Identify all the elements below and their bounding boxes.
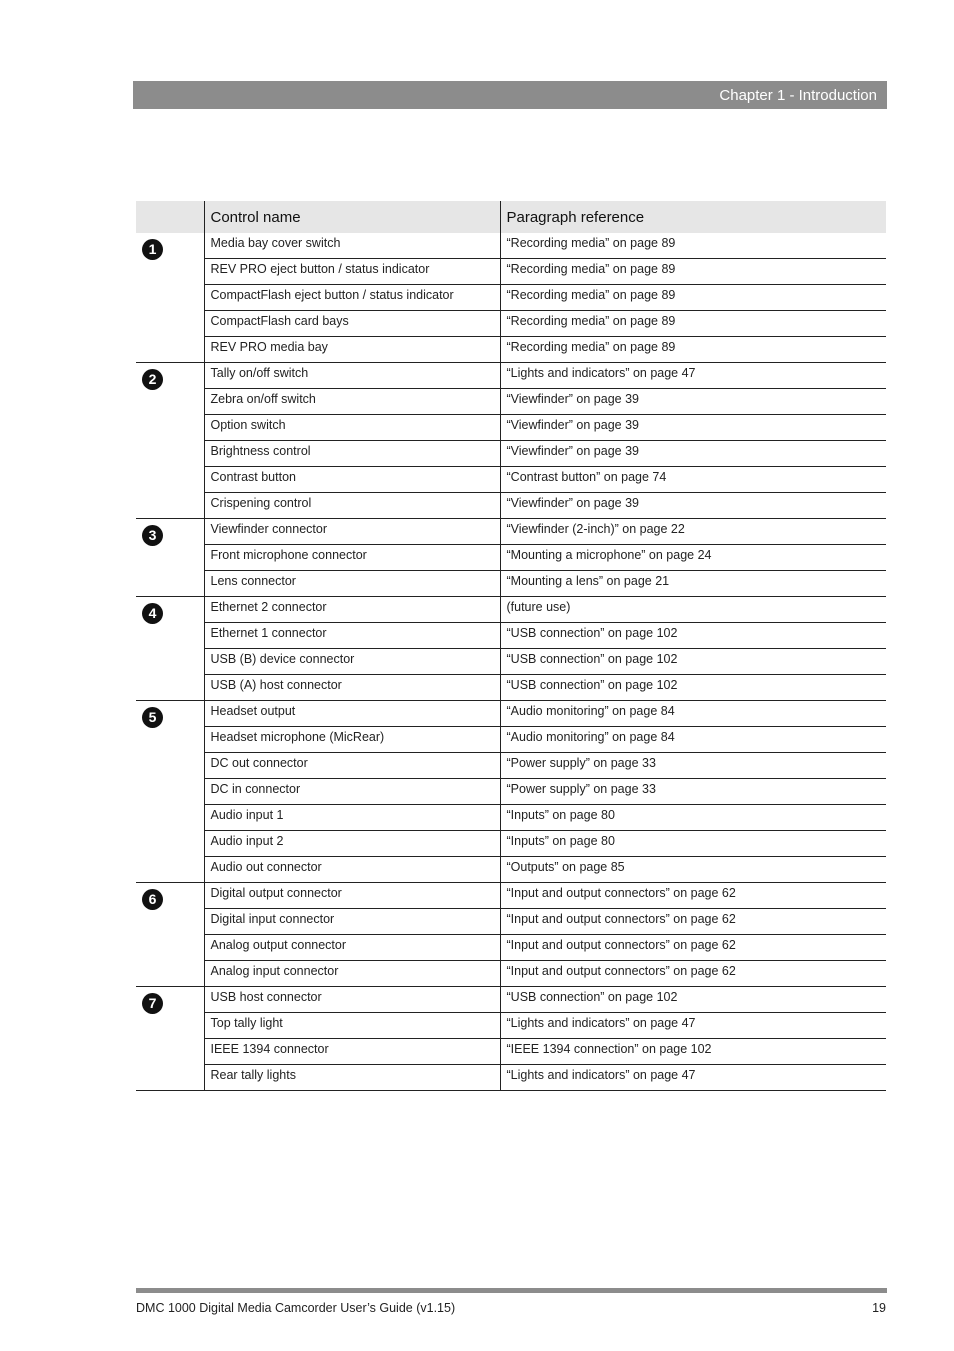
- control-name-cell: USB host connector: [204, 987, 500, 1013]
- header-number: [136, 201, 204, 233]
- group-number-badge: 6: [142, 889, 163, 910]
- table-row: [136, 805, 886, 831]
- control-name-cell: Crispening control: [204, 493, 500, 519]
- table-row: [136, 519, 886, 545]
- control-name-cell: Contrast button: [204, 467, 500, 493]
- paragraph-reference-cell: “Lights and indicators” on page 47: [500, 363, 886, 389]
- paragraph-reference-cell: “Mounting a microphone” on page 24: [500, 545, 886, 571]
- group-number-badge: 2: [142, 369, 163, 390]
- group-number-cell: [136, 519, 204, 597]
- table-row: [136, 311, 886, 337]
- table-row: [136, 883, 886, 909]
- table-row: [136, 233, 886, 259]
- paragraph-reference-cell: “Viewfinder” on page 39: [500, 415, 886, 441]
- control-name-cell: REV PRO eject button / status indicator: [204, 259, 500, 285]
- control-name-cell: Front microphone connector: [204, 545, 500, 571]
- paragraph-reference-cell: “Recording media” on page 89: [500, 285, 886, 311]
- table-row: [136, 909, 886, 935]
- control-name-cell: Option switch: [204, 415, 500, 441]
- control-name-cell: Media bay cover switch: [204, 233, 500, 259]
- group-number-badge: 5: [142, 707, 163, 728]
- group-number-cell: [136, 363, 204, 519]
- control-name-cell: Top tally light: [204, 1013, 500, 1039]
- paragraph-reference-cell: “Audio monitoring” on page 84: [500, 701, 886, 727]
- table-row: [136, 493, 886, 519]
- control-name-cell: DC out connector: [204, 753, 500, 779]
- group-number-badge: 1: [142, 239, 163, 260]
- paragraph-reference-cell: “Viewfinder” on page 39: [500, 441, 886, 467]
- paragraph-reference-cell: “USB connection” on page 102: [500, 649, 886, 675]
- table-row: [136, 623, 886, 649]
- control-name-cell: Digital output connector: [204, 883, 500, 909]
- control-name-cell: Zebra on/off switch: [204, 389, 500, 415]
- table-row: [136, 1065, 886, 1091]
- group-number-cell: [136, 883, 204, 987]
- footer-document-title: DMC 1000 Digital Media Camcorder User’s Guide (v1.15): [136, 1301, 456, 1315]
- table-row: [136, 727, 886, 753]
- paragraph-reference-cell: “Inputs” on page 80: [500, 831, 886, 857]
- control-name-cell: Viewfinder connector: [204, 519, 500, 545]
- table-row: [136, 389, 886, 415]
- table-row: [136, 701, 886, 727]
- control-name-cell: Audio out connector: [204, 857, 500, 883]
- table-header-row: [136, 201, 886, 233]
- paragraph-reference-cell: “Input and output connectors” on page 62: [500, 883, 886, 909]
- table-row: [136, 571, 886, 597]
- paragraph-reference-cell: “IEEE 1394 connection” on page 102: [500, 1039, 886, 1065]
- control-name-cell: DC in connector: [204, 779, 500, 805]
- table-row: [136, 987, 886, 1013]
- paragraph-reference-cell: “Recording media” on page 89: [500, 311, 886, 337]
- paragraph-reference-cell: (future use): [500, 597, 886, 623]
- table-row: [136, 753, 886, 779]
- control-name-cell: USB (B) device connector: [204, 649, 500, 675]
- header-control-name: Control name: [204, 201, 500, 233]
- control-name-cell: Audio input 2: [204, 831, 500, 857]
- control-name-cell: USB (A) host connector: [204, 675, 500, 701]
- table-row: [136, 597, 886, 623]
- paragraph-reference-cell: “Power supply” on page 33: [500, 753, 886, 779]
- control-name-cell: CompactFlash eject button / status indicator: [204, 285, 500, 311]
- paragraph-reference-cell: “Outputs” on page 85: [500, 857, 886, 883]
- paragraph-reference-cell: “Input and output connectors” on page 62: [500, 961, 886, 987]
- control-name-cell: Tally on/off switch: [204, 363, 500, 389]
- group-number-badge: 7: [142, 993, 163, 1014]
- paragraph-reference-cell: “Lights and indicators” on page 47: [500, 1065, 886, 1091]
- footer-page-number: 19: [872, 1301, 886, 1315]
- table-row: [136, 961, 886, 987]
- table-row: [136, 259, 886, 285]
- chapter-header-bar: [133, 81, 887, 109]
- table-row: [136, 1039, 886, 1065]
- table-row: [136, 649, 886, 675]
- table-row: [136, 467, 886, 493]
- control-name-cell: Ethernet 1 connector: [204, 623, 500, 649]
- paragraph-reference-cell: “Input and output connectors” on page 62: [500, 935, 886, 961]
- paragraph-reference-cell: “Viewfinder” on page 39: [500, 389, 886, 415]
- table-row: [136, 337, 886, 363]
- table-row: [136, 675, 886, 701]
- paragraph-reference-cell: “Lights and indicators” on page 47: [500, 1013, 886, 1039]
- paragraph-reference-cell: “Contrast button” on page 74: [500, 467, 886, 493]
- control-name-cell: Digital input connector: [204, 909, 500, 935]
- footer-rule: [136, 1288, 887, 1293]
- control-name-cell: REV PRO media bay: [204, 337, 500, 363]
- paragraph-reference-cell: “Mounting a lens” on page 21: [500, 571, 886, 597]
- paragraph-reference-cell: “Viewfinder (2-inch)” on page 22: [500, 519, 886, 545]
- control-name-cell: Ethernet 2 connector: [204, 597, 500, 623]
- table-row: [136, 285, 886, 311]
- control-name-cell: Analog output connector: [204, 935, 500, 961]
- table-row: [136, 441, 886, 467]
- paragraph-reference-cell: “USB connection” on page 102: [500, 987, 886, 1013]
- control-name-cell: IEEE 1394 connector: [204, 1039, 500, 1065]
- paragraph-reference-cell: “Recording media” on page 89: [500, 259, 886, 285]
- paragraph-reference-cell: “USB connection” on page 102: [500, 675, 886, 701]
- paragraph-reference-cell: “Power supply” on page 33: [500, 779, 886, 805]
- control-name-cell: Brightness control: [204, 441, 500, 467]
- control-name-cell: Analog input connector: [204, 961, 500, 987]
- control-name-cell: Headset microphone (MicRear): [204, 727, 500, 753]
- paragraph-reference-cell: “Audio monitoring” on page 84: [500, 727, 886, 753]
- paragraph-reference-cell: “USB connection” on page 102: [500, 623, 886, 649]
- control-name-cell: Audio input 1: [204, 805, 500, 831]
- table-body: [136, 233, 886, 1091]
- group-number-cell: [136, 987, 204, 1091]
- table-row: [136, 545, 886, 571]
- table-row: [136, 363, 886, 389]
- table-row: [136, 1013, 886, 1039]
- table-row: [136, 415, 886, 441]
- control-name-cell: Rear tally lights: [204, 1065, 500, 1091]
- table-row: [136, 831, 886, 857]
- paragraph-reference-cell: “Inputs” on page 80: [500, 805, 886, 831]
- chapter-title: Chapter 1 - Introduction: [719, 87, 877, 104]
- control-name-cell: Lens connector: [204, 571, 500, 597]
- table-row: [136, 935, 886, 961]
- table-row: [136, 857, 886, 883]
- group-number-cell: [136, 701, 204, 883]
- paragraph-reference-cell: “Input and output connectors” on page 62: [500, 909, 886, 935]
- control-name-cell: Headset output: [204, 701, 500, 727]
- group-number-badge: 3: [142, 525, 163, 546]
- group-number-badge: 4: [142, 603, 163, 624]
- paragraph-reference-cell: “Recording media” on page 89: [500, 337, 886, 363]
- header-paragraph-reference: Paragraph reference: [500, 201, 886, 233]
- control-name-cell: CompactFlash card bays: [204, 311, 500, 337]
- controls-table: [136, 201, 886, 1091]
- group-number-cell: [136, 233, 204, 363]
- table-row: [136, 779, 886, 805]
- paragraph-reference-cell: “Recording media” on page 89: [500, 233, 886, 259]
- group-number-cell: [136, 597, 204, 701]
- paragraph-reference-cell: “Viewfinder” on page 39: [500, 493, 886, 519]
